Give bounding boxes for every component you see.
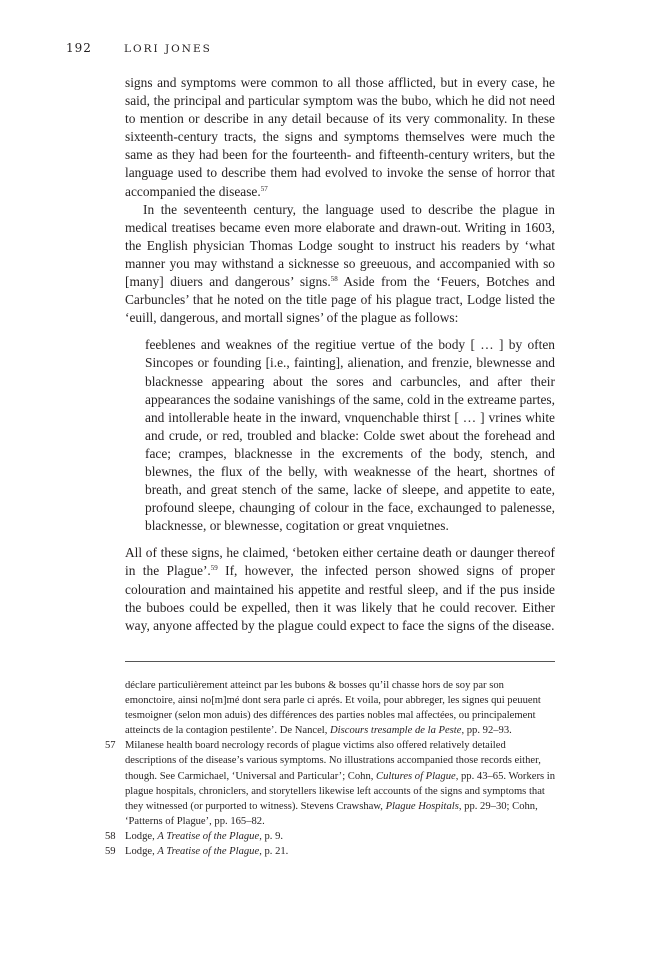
footnote-59 [105,844,555,859]
paragraph-3-text-b: If, however, the infected person showed signs of proper colouration and maintained his appetite and restful sleep, and if the pus inside the buboes could be expelled, then it was likely that he could recover. Either way, anyone affected by the plague could expect to face the signs of the disease. [125,563,555,633]
paragraph-3 [125,544,555,634]
footnote-ref-58[interactable]: 58 [330,275,338,284]
main-text [125,74,555,635]
footnote-ref-59[interactable]: 59 [210,564,218,573]
footnote-divider [125,661,555,662]
running-head [66,41,212,55]
paragraph-1-text: signs and symptoms were common to all those afflicted, but in every case, he said, the principal and particular symptom was the bubo, which he did not need to mention or describe in any detail because of its very commonality. In these sixteenth-century tracts, the signs and symptoms themselves were much the same as they had been for the fourteenth- and fifteenth-century writers, but the language used to describe them had evolved to invoke the sense of horror that accompanied the disease. [125,75,555,199]
footnotes [105,678,555,859]
footnote-number: 59 [105,846,116,858]
footnote-cont-text-a: déclare particulièrement atteinct par les bubons & bosses qu’il chasse hors de soy par son emonctoire, ainsi no[m]mé dont sera parle ci aprés. Et voila, pour abbreger, les signes qui peuuent tesmoigner (selon mon aduis) des différences des parties nobles mal affectées, ou principalement atteincts de la contagion pestilente’. De Nancel, [125,680,541,737]
footnote-57 [105,738,555,829]
footnote-59-text-b: , p. 21. [259,846,289,858]
footnote-57-text-a: Milanese health board necrology records of plague victims also offered relatively detailed descriptions of the disease’s various symptoms. No illustrations accompanied those records either, though. See Carmichael, ‘Universal and Particular’; Cohn, [125,740,541,782]
footnote-cont-title: Discours tresample de la Peste [330,725,462,737]
footnote-57-title-a: Cultures of Plague [376,770,456,782]
paragraph-2-text-a: In the seventeenth century, the language used to describe the plague in medical treatises became even more elaborate and drawn-out. Writing in 1603, the English physician Thomas Lodge sought to instruct his readers by ‘what manner you may withstand a sicknesse so greeuous, and accompanied with so [many] diuers and dangerous’ signs. [125,201,555,290]
footnote-number: 58 [105,830,116,842]
paragraph-3-text-a: All of these signs, he claimed, ‘betoken either certaine death or daunger thereof in the Plague’. [125,545,555,579]
paragraph-2-text-b: Aside from the ‘Feuers, Botches and Carbuncles’ that he noted on the title page of his plague tract, Lodge listed the ‘euill, dangerous, and mortall signes’ of the plague as follows: [125,274,555,326]
footnote-continued [125,678,555,738]
paragraph-2 [125,201,555,328]
footnote-58 [105,829,555,844]
page-number: 192 [66,41,92,55]
footnote-58-title: A Treatise of the Plague [157,830,260,842]
footnote-cont-text-b: , pp. 92–93. [461,725,512,737]
footnote-number: 57 [105,740,116,752]
block-quote: feeblenes and weaknes of the regitiue vertue of the body [ … ] by often Sincopes or founding [i.e., fainting], alienation, and frenzie, blewnesse and blacknesse appearing about the sores and carbuncles, and after their appearances the sodaine vanishings of the same, cold in the extreame partes, and intollerable heate in the inward, vnquenchable thirst [ … ] vrines white and crude, or red, troubled and blacke: Colde swet about the forehead and face; crampes, blacknesse in the excrements of the body, stench, and blewnes, the flux of the belly, with weaknesse of the heart, shortnes of breath, and great stench of the same, lacke of sleepe, and appetite to eate, profound sleepe, chaunging of colour in the face, exchaunged to palenesse, blacknesse, or blewnesse, cogitation or great vnquietnes. [145,337,555,534]
footnote-ref-57[interactable]: 57 [260,184,268,193]
footnote-57-title-b: Plague Hospitals [385,800,459,812]
running-head-author: LORI JONES [124,43,212,55]
footnote-58-text-a: Lodge, [125,830,158,842]
footnote-57-text-b: , pp. 43–65. Workers in plague hospitals, chroniclers, and storytellers likewise left accounts of the signs and symptoms that they witnessed (or purported to witness). Stevens Crawshaw, [125,770,555,812]
footnote-59-title: A Treatise of the Plague [157,846,260,858]
paragraph-1 [125,74,555,201]
footnote-59-text-a: Lodge, [125,846,158,858]
footnote-58-text-b: , p. 9. [259,830,284,842]
footnote-57-text-c: , pp. 29–30; Cohn, ‘Patterns of Plague’, pp. 165–82. [125,800,538,827]
